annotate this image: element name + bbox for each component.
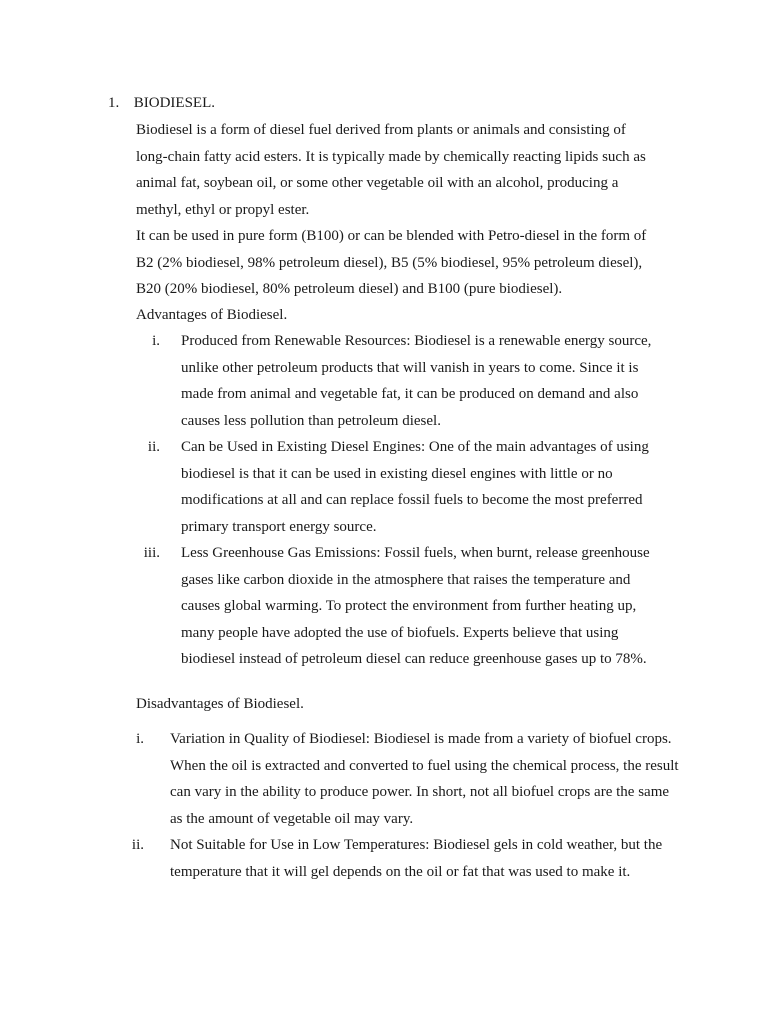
list-numeral: i. — [136, 731, 144, 747]
list-item-text: Variation in Quality of Biodiesel: Biodiesel is made from a variety of biofuel crops. When the oil is extracted and converted to fuel using the chemical process, the result can vary in the ability to produce power. In short, not all biofuel crops are the same as the amount of vegetable oil may vary. — [170, 731, 679, 827]
advantages-list — [136, 328, 656, 673]
list-item — [120, 832, 680, 885]
list-item-text: Less Greenhouse Gas Emissions: Fossil fuels, when burnt, release greenhouse gases like carbon dioxide in the atmosphere that raises the temperature and causes global warming. To protect the environment from further heating up, many people have adopted the use of biofuels. Experts believe that using biodiesel instead of petroleum diesel can reduce greenhouse gases up to 78%. — [181, 545, 650, 667]
list-item-text: Not Suitable for Use in Low Temperatures: Biodiesel gels in cold weather, but the temperature that it will gel depends on the oil or fat that was used to make it. — [170, 837, 663, 880]
intro-paragraph: It can be used in pure form (B100) or can be blended with Petro-diesel in the form of B2 (2% biodiesel, 98% petroleum diesel), B5 (5% biodiesel, 95% petroleum diesel), B20 (20% biodiesel, 80% petroleum diesel) and B100 (pure biodiesel). — [136, 228, 647, 297]
list-numeral: iii. — [143, 545, 160, 561]
list-item — [136, 434, 656, 540]
intro-paragraph: Biodiesel is a form of diesel fuel derived from plants or animals and consisting of long-chain fatty acid esters. It is typically made by chemically reacting lipids such as animal fat, soybean oil, or some other vegetable oil with an alcohol, producing a methyl, ethyl or propyl ester. — [136, 122, 646, 218]
intro-section — [136, 117, 656, 303]
list-numeral: ii. — [131, 837, 144, 853]
list-numeral: i. — [152, 333, 160, 349]
list-item — [120, 726, 680, 832]
section-number: 1. — [108, 95, 120, 111]
advantages-heading: Advantages of Biodiesel. — [136, 307, 288, 323]
list-item — [136, 328, 656, 434]
list-numeral: ii. — [147, 439, 160, 455]
list-item-text: Produced from Renewable Resources: Biodiesel is a renewable energy source, unlike other petroleum products that will vanish in years to come. Since it is made from animal and vegetable fat, it can be produced on demand and also causes less pollution than petroleum diesel. — [181, 333, 652, 429]
disadvantages-heading: Disadvantages of Biodiesel. — [136, 696, 304, 712]
section-title: BIODIESEL. — [133, 95, 215, 111]
section-heading — [108, 90, 215, 117]
disadvantages-list — [120, 726, 680, 885]
list-item-text: Can be Used in Existing Diesel Engines: One of the main advantages of using biodiesel is that it can be used in existing diesel engines with little or no modifications at all and can replace fossil fuels to become the most preferred primary transport energy source. — [181, 439, 649, 535]
list-item — [136, 540, 656, 673]
